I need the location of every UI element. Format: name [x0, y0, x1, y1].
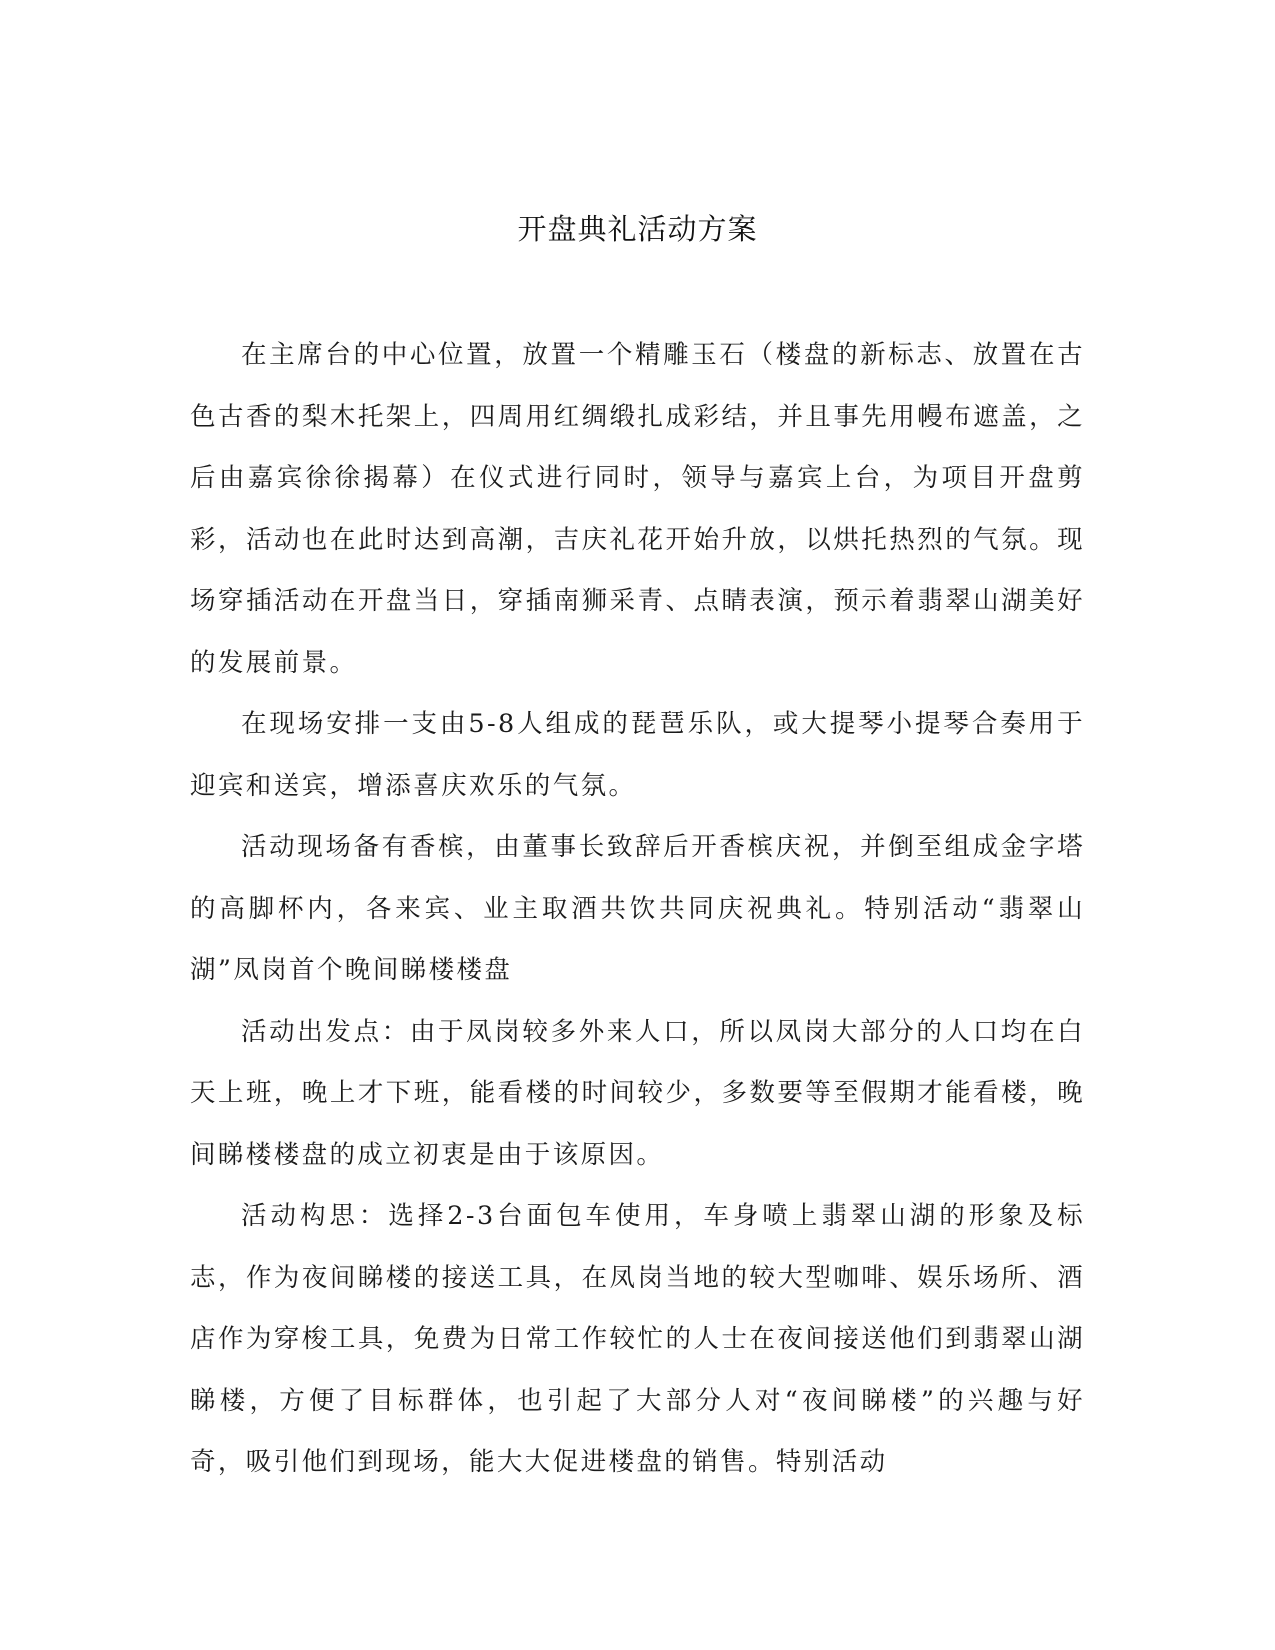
document-body [190, 325, 1085, 1494]
paragraph-5: 活动构思：选择2-3台面包车使用，车身喷上翡翠山湖的形象及标志，作为夜间睇楼的接送工具，在凤岗当地的较大型咖啡、娱乐场所、酒店作为穿梭工具，免费为日常工作较忙的人士在夜间接送他们到翡翠山湖睇楼，方便了目标群体，也引起了大部分人对“夜间睇楼”的兴趣与好奇，吸引他们到现场，能大大促进楼盘的销售。特别活动 [190, 1201, 1085, 1477]
paragraph-1: 在主席台的中心位置，放置一个精雕玉石（楼盘的新标志、放置在古色古香的梨木托架上，四周用红绸缎扎成彩结，并且事先用幔布遮盖，之后由嘉宾徐徐揭幕）在仪式进行同时，领导与嘉宾上台，为项目开盘剪彩，活动也在此时达到高潮，吉庆礼花开始升放，以烘托热烈的气氛。现场穿插活动在开盘当日，穿插南狮采青、点睛表演，预示着翡翠山湖美好的发展前景。 [190, 340, 1085, 678]
paragraph-2: 在现场安排一支由5-8人组成的琵琶乐队，或大提琴小提琴合奏用于迎宾和送宾，增添喜庆欢乐的气氛。 [190, 709, 1085, 801]
document-title: 开盘典礼活动方案 [517, 212, 758, 246]
paragraph-4: 活动出发点：由于凤岗较多外来人口，所以凤岗大部分的人口均在白天上班，晚上才下班，能看楼的时间较少，多数要等至假期才能看楼，晚间睇楼楼盘的成立初衷是由于该原因。 [190, 1016, 1085, 1170]
paragraph-3: 活动现场备有香槟，由董事长致辞后开香槟庆祝，并倒至组成金字塔的高脚杯内，各来宾、业主取酒共饮共同庆祝典礼。特别活动“翡翠山湖”凤岗首个晚间睇楼楼盘 [190, 832, 1085, 985]
